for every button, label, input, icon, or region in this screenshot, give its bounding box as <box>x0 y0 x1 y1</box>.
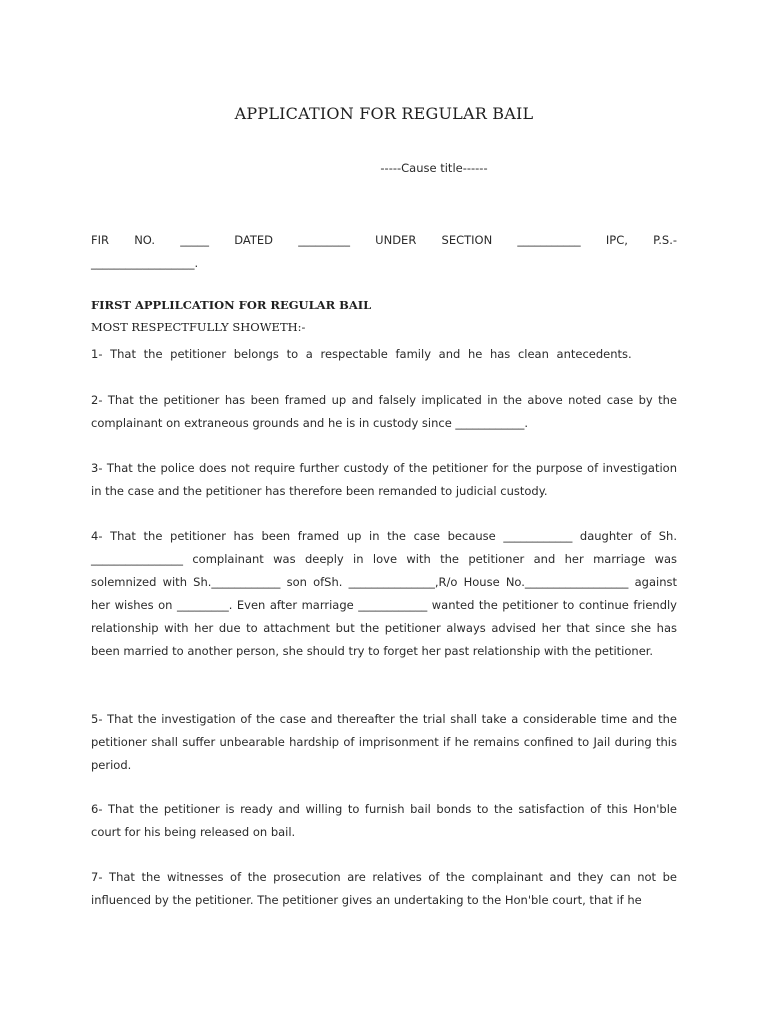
paragraph-4: 4- That the petitioner has been framed up in the case because ____________ daughter of Sh. ________________ complainant was deeply in love with the petitioner and her marriage was solemnized with Sh.____________ son ofSh. _______________,R/o House No.__________________ against her wishes on _________. Even after marriage ____________ wanted the petitioner to continue friendly relationship with her due to attachment but the petitioner always advised her that since she has been married to another person, she should try to forget her past relationship with the petitioner. <box>91 529 677 658</box>
fir-details-line: FIR NO. _____ DATED _________ UNDER SECTION ___________ IPC, P.S.- __________________. <box>91 233 677 270</box>
paragraph-5: 5- That the investigation of the case and thereafter the trial shall take a considerable time and the petitioner shall suffer unbearable hardship of imprisonment if he remains confined to Jail during this period. <box>91 712 677 772</box>
paragraph-3: 3- That the police does not require further custody of the petitioner for the purpose of investigation in the case and the petitioner has therefore been remanded to judicial custody. <box>91 461 677 498</box>
document-title: APPLICATION FOR REGULAR BAIL <box>234 104 534 123</box>
first-application-heading: FIRST APPLILCATION FOR REGULAR BAIL <box>91 298 372 312</box>
respectfully-showeth-heading: MOST RESPECTFULLY SHOWETH:- <box>91 320 306 334</box>
paragraph-1: 1- That the petitioner belongs to a respectable family and he has clean antecedents. <box>91 347 632 361</box>
paragraph-2: 2- That the petitioner has been framed up and falsely implicated in the above noted case by the complainant on extraneous grounds and he is in custody since ____________. <box>91 393 677 430</box>
cause-title: -----Cause title------ <box>380 161 488 175</box>
paragraph-6: 6- That the petitioner is ready and willing to furnish bail bonds to the satisfaction of this Hon'ble court for his being released on bail. <box>91 802 677 839</box>
paragraph-7: 7- That the witnesses of the prosecution are relatives of the complainant and they can not be influenced by the petitioner. The petitioner gives an undertaking to the Hon'ble court, that if he <box>91 870 677 907</box>
